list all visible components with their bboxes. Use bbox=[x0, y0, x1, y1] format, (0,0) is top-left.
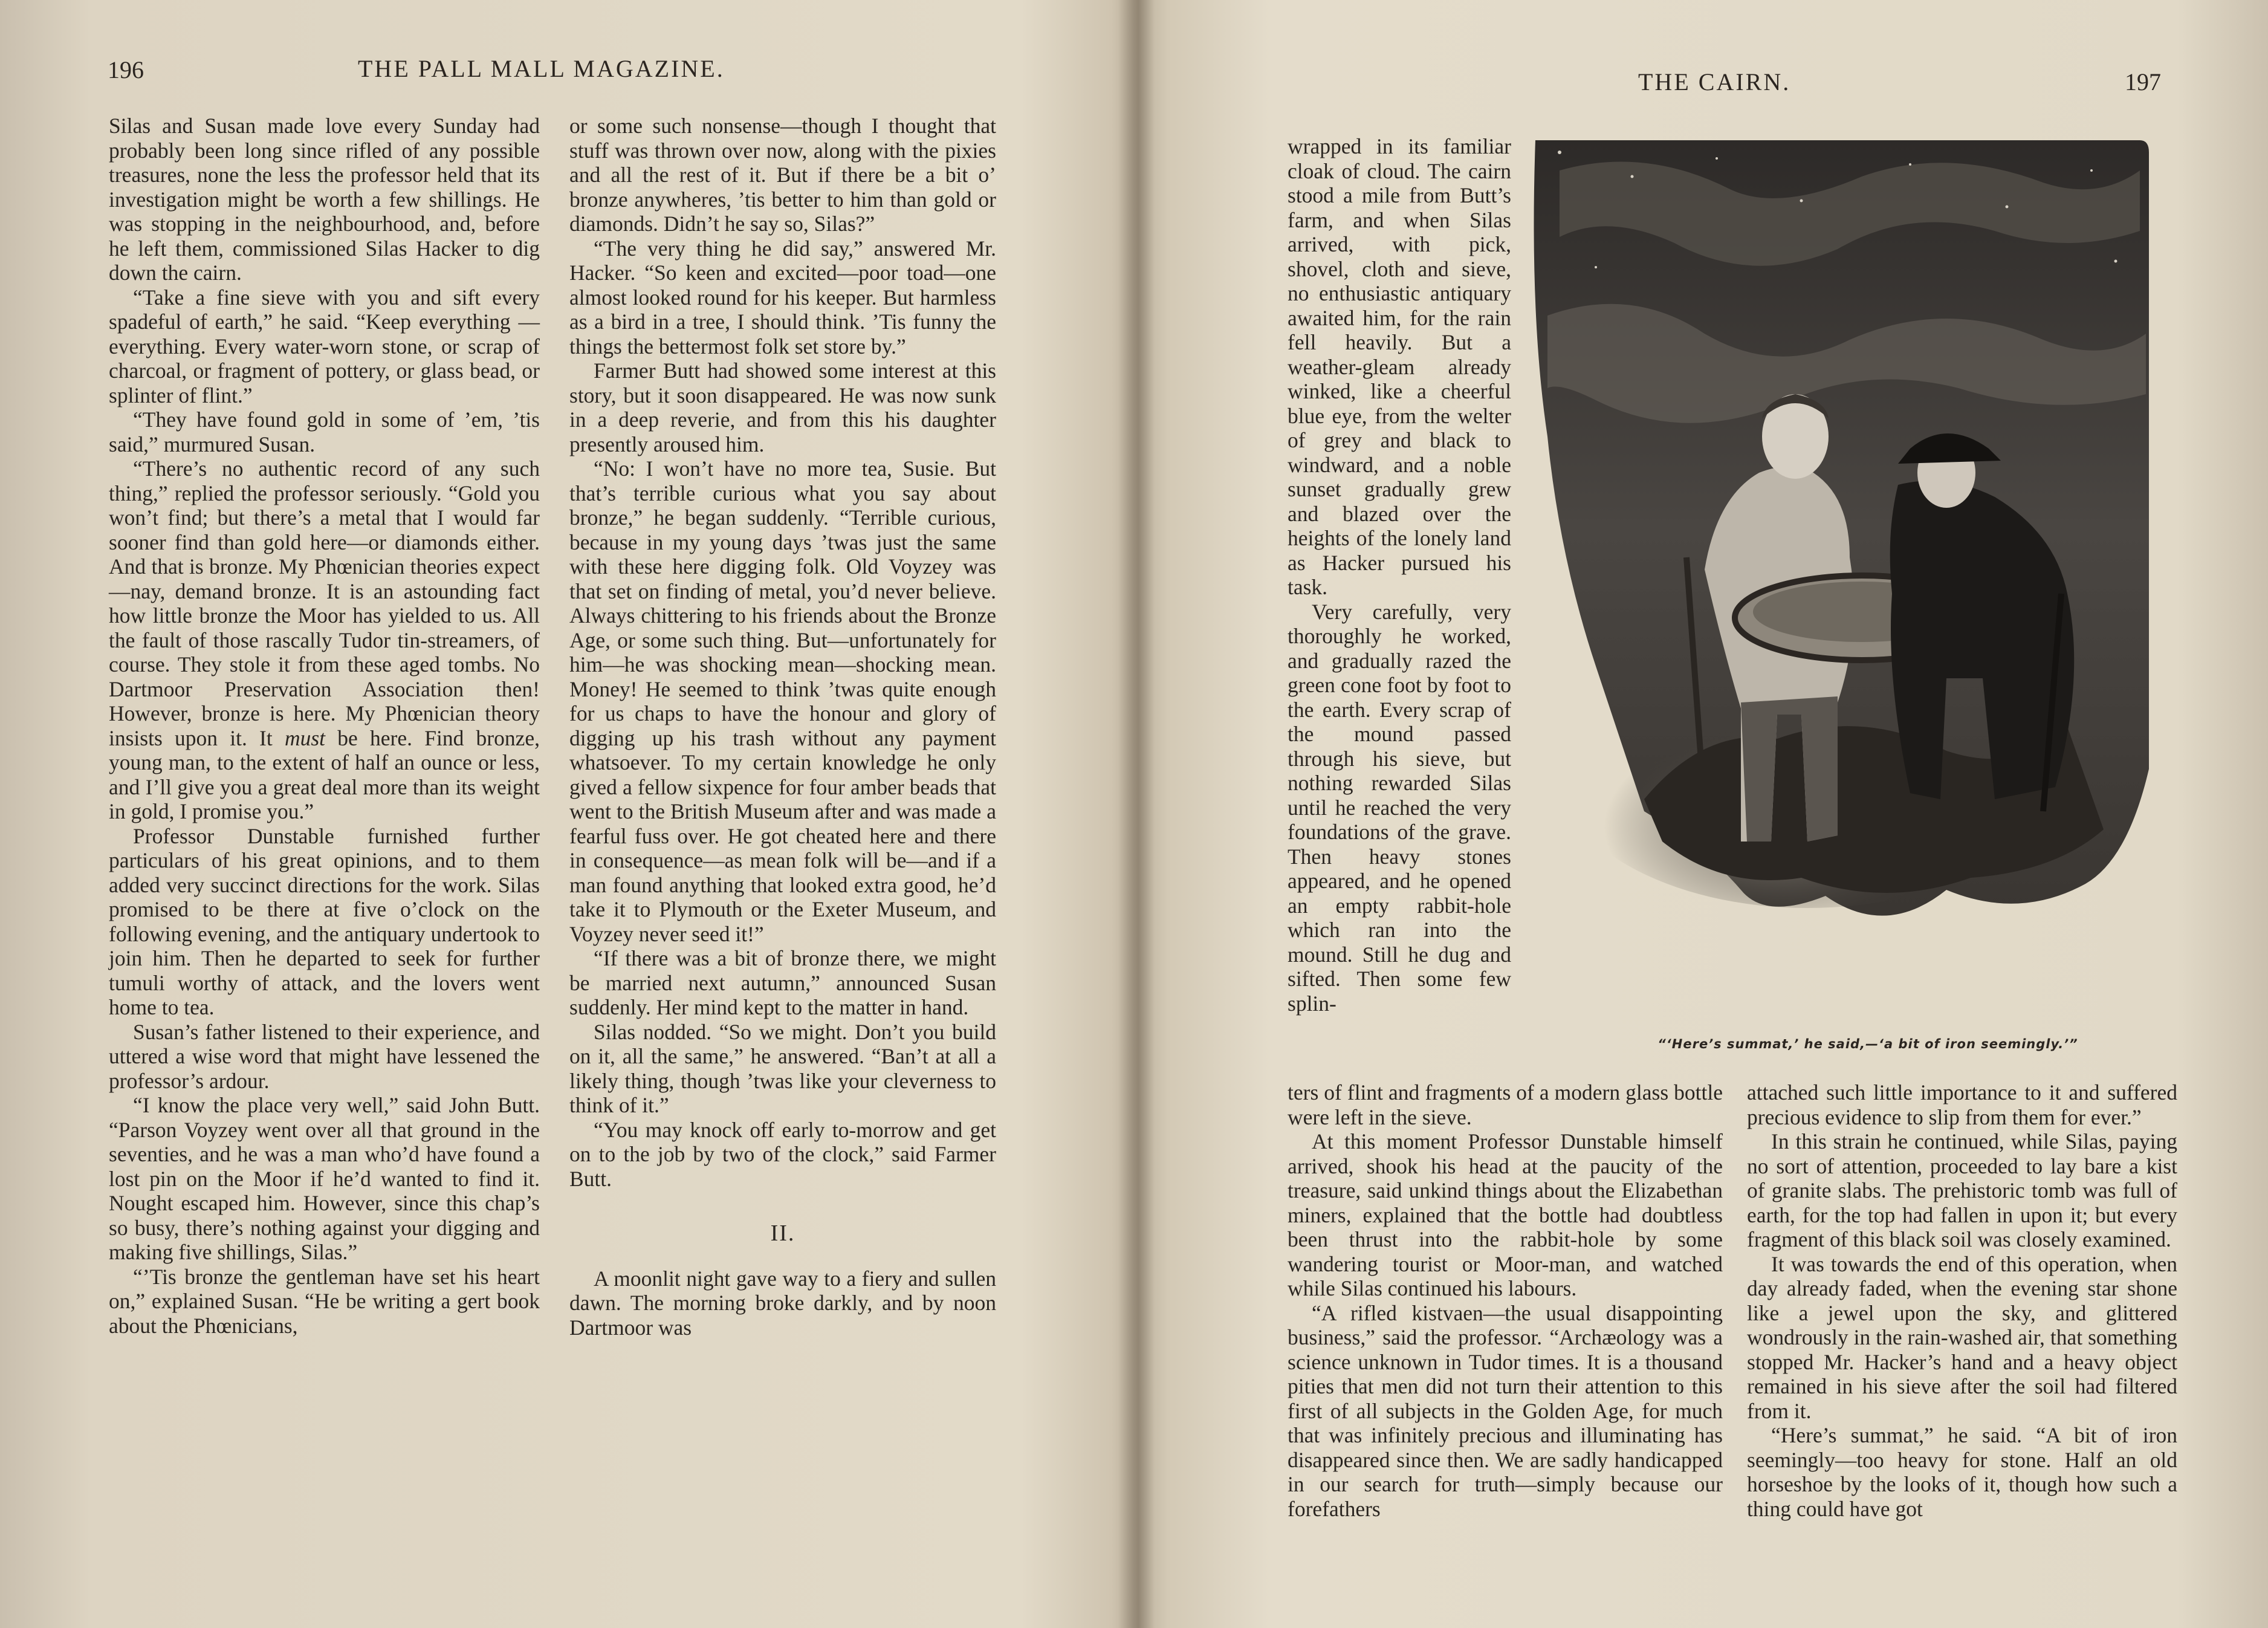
paragraph: Silas and Susan made love every Sunday had probably been long since rifled of any possible treasures, none the less the professor held that its investigation might be worth a few shillings. He was stopping in the neighbourhood, and, before he left them, commissioned Silas Hacker to dig down the cairn. bbox=[109, 114, 540, 285]
paragraph: Very carefully, very thoroughly he worked, and gradually razed the green cone foot by foot to the earth. Every scrap of the mound passed through his sieve, but nothing rewarded Silas until he reached the very foundations of the grave. Then heavy stones appeared, and he opened an empty rabbit-hole which ran into the mound. Still he dug and sifted. Then some few splin- bbox=[1288, 599, 1511, 1016]
paragraph: “They have found gold in some of ’em, ’tis said,” murmured Susan. bbox=[109, 407, 540, 456]
paragraph: “The very thing he did say,” answered Mr. Hacker. “So keen and excited—poor toad—one almost looked round for his keeper. But harmless as a bird in a tree, I should think. ’Tis funny the things the bettermost folk set store by.” bbox=[569, 236, 996, 358]
paragraph: or some such nonsense—though I thought that stuff was thrown over now, along with the pixies and all the rest of it. But if there be a bit o’ bronze anywheres, ’tis better to him than gold or diamonds. Didn’t he say so, Silas?” bbox=[569, 114, 996, 236]
paragraph: At this moment Professor Dunstable himself arrived, shook his head at the paucity of the treasure, said unkind things about the Elizabethan miners, explained that the bottle had doubtless been thrust into the rabbit-hole by some wandering tourist or Moor-man, and watched while Silas continued his labours. bbox=[1288, 1129, 1723, 1300]
paragraph: “No: I won’t have no more tea, Susie. But that’s terrible curious what you say about bronze,” he began suddenly. “Terrible curious, because in my young days ’twas just the same with these here digging folk. Old Voyzey was that set on finding of metal, you’d never believe. Always chittering to his friends about the Bronze Age, or some such thing. But—unfortunately for him—he was shocking mean—shocking mean. Money! He seemed to think ’twas quite enough for us chaps to have the honour and glory of digging up his trash without any payment whatsoever. To my certain knowledge he only gived a fellow sixpence for four amber beads that went to the British Museum after and was made a fearful fuss over. He got cheated here and there in consequence—as mean folk will be—and if a man found anything that looked extra good, he’d take it to Plymouth or the Exeter Museum, and Voyzey never seed it!” bbox=[569, 456, 996, 946]
section-heading: II. bbox=[770, 1221, 795, 1246]
text-column-4 bbox=[1747, 1080, 2177, 1521]
text-column-3 bbox=[1288, 1080, 1723, 1521]
paragraph: “I know the place very well,” said John Butt. “Parson Voyzey went over all that ground in the seventies, and he was a man who’d have found a lost pin on the Moor if he’d wanted to find it. Nought escaped him. However, since this chap’s so busy, there’s nothing against your digging and making five shillings, Silas.” bbox=[109, 1093, 540, 1264]
paragraph: “A rifled kistvaen—the usual disappointing business,” said the professor. “Archæology was a science unknown in Tudor times. It is a thousand pities that men did not turn their attention to this first of all subjects in the Golden Age, for much that was infinitely precious and illuminating has disappeared since then. We are sadly handicapped in our search for truth—simply because our forefathers bbox=[1288, 1300, 1723, 1521]
paragraph: Farmer Butt had showed some interest at this story, but it soon disappeared. He was now sunk in a deep reverie, and from this his daughter presently aroused him. bbox=[569, 358, 996, 456]
paragraph: A moonlit night gave way to a fiery and sullen dawn. The morning broke darkly, and by noon Dartmoor was bbox=[569, 1266, 996, 1340]
paragraph: Susan’s father listened to their experience, and uttered a wise word that might have lessened the professor’s ardour. bbox=[109, 1019, 540, 1093]
paragraph: wrapped in its familiar cloak of cloud. The cairn stood a mile from Butt’s farm, and when Silas arrived, with pick, shovel, cloth and sieve, no enthusiastic antiquary awaited him, for the rain fell heavily. But a weather-gleam already winked, like a cheerful blue eye, from the welter of grey and black to windward, and a noble sunset gradually grew and blazed over the heights of the lonely land as Hacker pursued his task. bbox=[1288, 134, 1511, 599]
wrap-text-column bbox=[1288, 134, 1511, 1016]
paragraph: attached such little importance to it and suffered precious evidence to slip from them for ever.” bbox=[1747, 1080, 2177, 1129]
paragraph: Silas nodded. “So we might. Don’t you build on it, all the same,” he answered. “Ban’t at all a likely thing, though ’twas like your cleverness to think of it.” bbox=[569, 1019, 996, 1117]
page-number: 196 bbox=[108, 56, 144, 83]
paragraph: ters of flint and fragments of a modern glass bottle were left in the sieve. bbox=[1288, 1080, 1723, 1129]
paragraph: “Here’s summat,” he said. “A bit of iron seemingly—too heavy for stone. Half an old horseshoe by the looks of it, though how such a thing could have got bbox=[1747, 1423, 2177, 1521]
paragraph: In this strain he continued, while Silas, paying no sort of attention, proceeded to lay bare a kist of granite slabs. The prehistoric tomb was full of earth, for the top had fallen in upon it; but every fragment of this black soil was closely examined. bbox=[1747, 1129, 2177, 1251]
paragraph: “If there was a bit of bronze there, we might be married next autumn,” announced Susan suddenly. Her mind kept to the matter in hand. bbox=[569, 946, 996, 1019]
paragraph-text: “There’s no authentic record of any such thing,” replied the professor seriously. “Gold you won’t find; but there’s a metal that I would far sooner find than gold here—or diamonds either. And that is bronze. My Phœnician theories expect—nay, demand bronze. It is an astounding fact how little bronze the Moor has yielded to us. All the fault of those rascally Tudor tin-streamers, of course. They stole it from these aged tombs. No Dartmoor Preservation Association then! However, bronze is here. My Phœnician theory insists upon it. It bbox=[109, 456, 540, 750]
emphasis: must bbox=[284, 725, 326, 750]
illustration-caption: “‘Here’s summat,’ he said,—‘a bit of iron seemingly.’” bbox=[1657, 1037, 2078, 1051]
text-column-1 bbox=[109, 114, 540, 1338]
story-illustration bbox=[1523, 134, 2152, 1023]
paragraph: Professor Dunstable furnished further particulars of his great opinions, and to them added very succinct directions for the work. Silas promised to be there at five o’clock on the following evening, and the antiquary undertook to join him. Then he departed to seek for further tumuli worthy of attack, and the lovers went home to tea. bbox=[109, 823, 540, 1019]
left-page bbox=[0, 0, 1124, 1628]
paragraph: “You may knock off early to-morrow and get on to the job by two of the clock,” said Farmer Butt. bbox=[569, 1117, 996, 1191]
paragraph bbox=[109, 456, 540, 824]
illustration-drawing bbox=[1523, 134, 2152, 1023]
paragraph: It was towards the end of this operation, when day already faded, when the evening star shone like a jewel upon the sky, and glittered wondrously in the rain-washed air, that something stopped Mr. Hacker’s hand and a heavy object remained in his sieve after the soil had filtered from it. bbox=[1747, 1251, 2177, 1423]
running-head: THE PALL MALL MAGAZINE. bbox=[358, 55, 725, 82]
paragraph-text: be here. Find bronze, young man, to the extent of half an ounce or less, and I’ll give you a great deal more than its weight in gold, I promise you.” bbox=[109, 725, 540, 823]
paragraph: “’Tis bronze the gentleman have set his heart on,” explained Susan. “He be writing a gert book about the Phœnicians, bbox=[109, 1264, 540, 1338]
text-column-2 bbox=[569, 114, 996, 1340]
paragraph: “Take a fine sieve with you and sift every spadeful of earth,” he said. “Keep everything — everything. Every water-worn stone, or scrap of charcoal, or fragment of pottery, or glass bead, or splinter of flint.” bbox=[109, 285, 540, 407]
page-number-right: 197 bbox=[2125, 68, 2161, 96]
running-head-right: THE CAIRN. bbox=[1638, 68, 1791, 96]
